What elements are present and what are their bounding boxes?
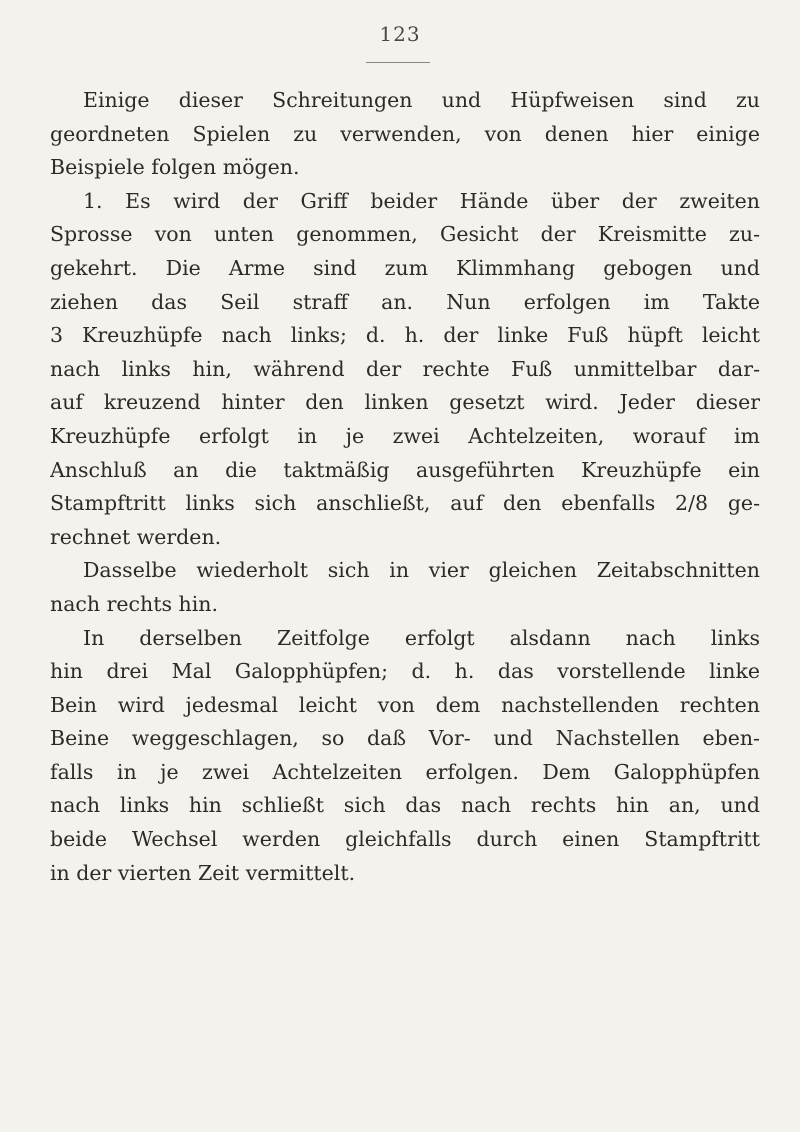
text-line: Beispiele folgen mögen. [50,155,300,180]
text-line: hin drei Mal Galopphüpfen; d. h. das vorstellende linke [50,659,760,684]
page-number: 123 [379,22,421,46]
text-line: 3 Kreuzhüpfe nach links; d. h. der linke Fuß hüpft leicht [50,323,760,348]
text-line: Stampftritt links sich anschließt, auf den ebenfalls 2/8 ge- [50,491,760,516]
text-line: Einige dieser Schreitungen und Hüpfweisen sind zu [83,88,760,112]
text-line: auf kreuzend hinter den linken gesetzt wird. Jeder dieser [50,390,760,415]
header-rule [366,62,430,63]
text-line: rechnet werden. [50,524,222,549]
text-line: 1. Es wird der Griff beider Hände über der zweiten [83,188,760,213]
body-text [50,84,760,890]
text-line: falls in je zwei Achtelzeiten erfolgen. Dem Galopphüpfen [50,759,760,784]
text-line: nach links hin schließt sich das nach rechts hin an, und [50,793,760,818]
text-line: nach rechts hin. [50,591,218,616]
text-line: gekehrt. Die Arme sind zum Klimmhang gebogen und [50,255,760,280]
text-line: geordneten Spielen zu verwenden, von denen hier einige [50,121,760,146]
text-line: Bein wird jedesmal leicht von dem nachstellenden rechten [50,692,760,717]
text-line: Anschluß an die taktmäßig ausgeführten Kreuzhüpfe ein [50,457,760,482]
text-line: Dasselbe wiederholt sich in vier gleichen Zeitabschnitten [83,558,760,583]
text-line: Sprosse von unten genommen, Gesicht der Kreismitte zu- [50,222,760,247]
text-line: ziehen das Seil straff an. Nun erfolgen im Takte [50,289,760,314]
text-line: Beine weggeschlagen, so daß Vor- und Nachstellen eben- [50,726,760,751]
text-line: beide Wechsel werden gleichfalls durch einen Stampftritt [50,827,760,852]
text-line: in der vierten Zeit vermittelt. [50,860,356,885]
text-line: In derselben Zeitfolge erfolgt alsdann nach links [83,625,760,650]
text-line: Kreuzhüpfe erfolgt in je zwei Achtelzeiten, worauf im [50,423,760,448]
text-line: nach links hin, während der rechte Fuß unmittelbar dar- [50,356,760,381]
